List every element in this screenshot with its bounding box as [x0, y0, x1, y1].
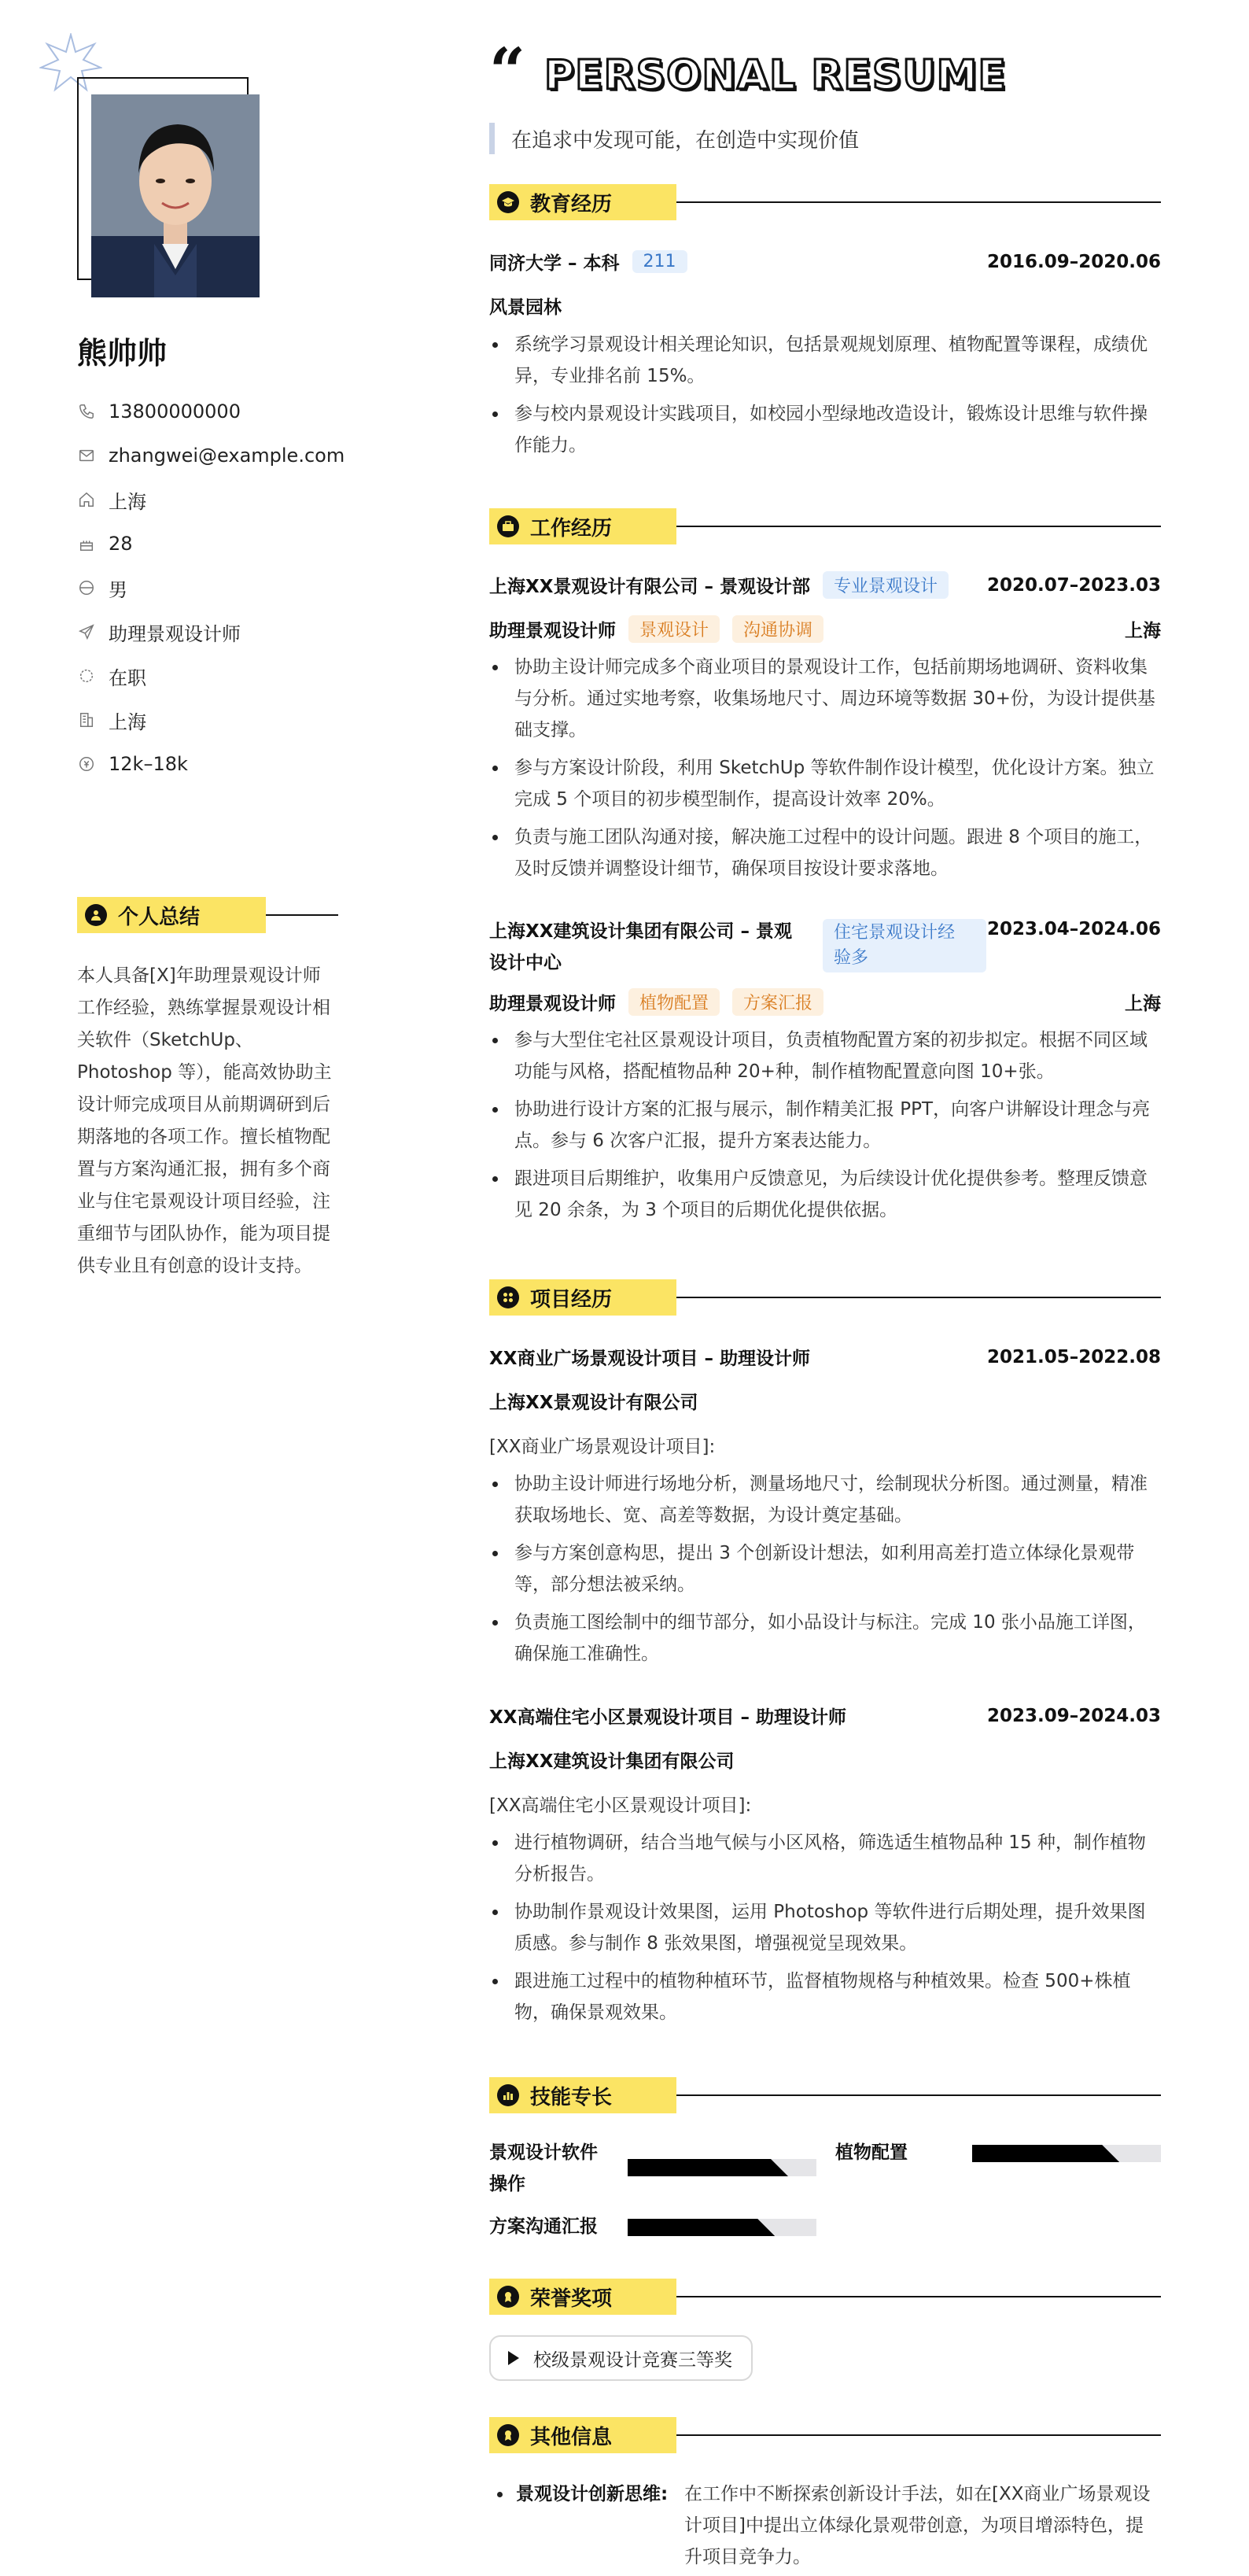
job-role-row — [489, 615, 1161, 643]
major: 风景园林 — [489, 297, 562, 318]
job-bullets — [489, 1024, 1161, 1232]
play-icon — [508, 2351, 519, 2365]
skill-bar — [628, 2219, 816, 2236]
project-bullets — [489, 1468, 1161, 1676]
section-header — [77, 897, 338, 933]
section-header — [489, 184, 1161, 220]
other-key: 景观设计创新思维: — [516, 2484, 669, 2504]
award-badge — [489, 2335, 753, 2381]
contact-text: 在职 — [109, 666, 146, 689]
contact-text: 上海 — [109, 490, 146, 513]
list-item: 协助制作景观设计效果图，运用 Photoshop 等软件进行后期处理，提升效果图质感。参与制作 8 张效果图，增强视觉呈现效果。 — [489, 1896, 1161, 1959]
other-section — [489, 2417, 1161, 2456]
other-value: 在工作中不断探索创新设计手法，如在[XX商业广场景观设计项目]中提出立体绿化景观带创意，为项目增添特色，提升项目竞争力。 — [684, 2484, 1151, 2567]
award-icon — [497, 2286, 519, 2308]
skill-name: 方案沟通汇报 — [489, 2216, 598, 2237]
project-name: XX商业广场景观设计项目 – 助理设计师 — [489, 1349, 810, 1369]
cake-icon — [77, 534, 96, 553]
list-item: 协助进行设计方案的汇报与展示，制作精美汇报 PPT，向客户讲解设计理念与亮点。参与 6 次客户汇报，提升方案表达能力。 — [489, 1094, 1161, 1157]
skill-bar-fill — [972, 2145, 1119, 2162]
company-tag: 专业景观设计 — [823, 571, 949, 599]
section-title: 荣誉奖项 — [530, 2286, 613, 2311]
list-item: 跟进施工过程中的植物种植环节，监督植物规格与种植效果。检查 500+株植物，确保景观效果。 — [489, 1965, 1161, 2028]
contact-item — [77, 566, 344, 610]
contact-text: 12k–18k — [109, 753, 188, 775]
contact-text: 助理景观设计师 — [109, 622, 241, 645]
gender-icon — [77, 578, 96, 597]
contact-item — [77, 478, 344, 522]
contact-item — [77, 610, 344, 654]
mail-icon — [77, 446, 96, 465]
list-item: 进行植物调研，结合当地气候与小区风格，筛选适生植物品种 15 种，制作植物分析报告。 — [489, 1827, 1161, 1890]
project-bullets — [489, 1827, 1161, 2035]
job-bullets — [489, 651, 1161, 891]
honors-section — [489, 2279, 1161, 2318]
skill-bar-fill — [628, 2159, 788, 2176]
phone-icon — [77, 402, 96, 421]
summary-section — [77, 897, 338, 933]
job-city: 上海 — [1125, 621, 1161, 641]
skill-bar — [972, 2145, 1161, 2162]
list-item: 系统学习景观设计相关理论知识，包括景观规划原理、植物配置等课程，成绩优异，专业排名前 15%。 — [489, 329, 1161, 392]
projects-section — [489, 1279, 1161, 2050]
list-item: 参与大型住宅社区景观设计项目，负责植物配置方案的初步拟定。根据不同区域功能与风格，搭配植物品种 20+种，制作植物配置意向图 10+张。 — [489, 1024, 1161, 1087]
section-header — [489, 2077, 1161, 2113]
list-item: 跟进项目后期维护，收集用户反馈意见，为后续设计优化提供参考。整理反馈意见 20 余条，为 3 个项目的后期优化提供依据。 — [489, 1163, 1161, 1226]
section-header — [489, 1279, 1161, 1316]
user-icon — [85, 904, 107, 926]
company-name: 上海XX景观设计有限公司 – 景观设计部 — [489, 577, 810, 597]
list-item: 协助主设计师完成多个商业项目的景观设计工作，包括前期场地调研、资料收集与分析。通过实地考察，收集场地尺寸、周边环境等数据 30+份，为设计提供基础支撑。 — [489, 651, 1161, 746]
section-header — [489, 2279, 1161, 2315]
page-title: PERSONAL RESUME — [544, 52, 1007, 99]
briefcase-icon — [497, 515, 519, 537]
building-icon — [77, 710, 96, 729]
contact-text: 13800000000 — [109, 400, 241, 423]
education-bullets — [489, 329, 1161, 467]
company-name: 上海XX建筑设计集团有限公司 – 景观 设计中心 — [489, 921, 792, 973]
avatar — [91, 94, 260, 297]
job-date: 2023.04–2024.06 — [986, 919, 1161, 939]
list-item: 协助主设计师进行场地分析，测量场地尺寸，绘制现状分析图。通过测量，精准获取场地长、宽、高差等数据，为设计奠定基础。 — [489, 1468, 1161, 1531]
school-name: 同济大学 – 本科 — [489, 253, 620, 274]
project-label: [XX商业广场景观设计项目]: — [489, 1437, 716, 1457]
education-section — [489, 184, 1161, 467]
job-role: 助理景观设计师 — [489, 621, 616, 641]
bar-chart-icon — [497, 2084, 519, 2106]
salary-icon — [77, 755, 96, 773]
section-title: 工作经历 — [530, 516, 613, 541]
list-item: 负责与施工团队沟通对接，解决施工过程中的设计问题。跟进 8 个项目的施工，及时反馈并调整设计细节，确保项目按设计要求落地。 — [489, 821, 1161, 884]
job-header — [489, 571, 1161, 599]
project-date: 2023.09–2024.03 — [986, 1705, 1161, 1726]
grid-icon — [497, 1286, 519, 1308]
award-text: 校级景观设计竞赛三等奖 — [533, 2349, 732, 2371]
contact-list — [77, 389, 344, 786]
education-date: 2016.09–2020.06 — [986, 251, 1161, 272]
contact-item — [77, 522, 344, 566]
contact-text: zhangwei@example.com — [109, 445, 345, 467]
contact-text: 上海 — [109, 710, 146, 733]
list-item: 负责施工图绘制中的细节部分，如小品设计与标注。完成 10 张小品施工详图，确保施工准确性。 — [489, 1607, 1161, 1670]
education-row — [489, 249, 1161, 275]
page-subtitle: 在追求中发现可能，在创造中实现价值 — [511, 129, 860, 153]
contact-text: 28 — [109, 533, 133, 555]
contact-item — [77, 654, 344, 698]
project-company: 上海XX景观设计有限公司 — [489, 1393, 698, 1413]
job-role: 助理景观设计师 — [489, 994, 616, 1014]
project-header — [489, 1344, 1161, 1370]
list-item: 参与校内景观设计实践项目，如校园小型绿地改造设计，锻炼设计思维与软件操作能力。 — [489, 398, 1161, 461]
award-icon — [497, 2424, 519, 2446]
graduation-cap-icon — [497, 191, 519, 213]
project-label: [XX高端住宅小区景观设计项目]: — [489, 1795, 752, 1816]
home-icon — [77, 490, 96, 509]
skill-bar-fill — [628, 2219, 775, 2236]
skill-bar — [628, 2159, 816, 2176]
work-section — [489, 508, 1161, 1248]
job-role-row — [489, 988, 1161, 1016]
skill-name: 景观设计软件 操作 — [489, 2142, 598, 2194]
project-company: 上海XX建筑设计集团有限公司 — [489, 1751, 735, 1772]
list-item: 参与方案设计阶段，利用 SketchUp 等软件制作设计模型，优化设计方案。独立完成 5 个项目的初步模型制作，提高设计效率 20%。 — [489, 752, 1161, 815]
profile-name: 熊帅帅 — [77, 336, 168, 371]
summary-text: 本人具备[X]年助理景观设计师工作经验，熟练掌握景观设计相关软件（SketchUp、Photoshop 等），能高效协助主设计师完成项目从前期调研到后期落地的各项工作。擅长植物配置与方案沟通汇报，拥有多个商业与住宅景观设计项目经验，注重细节与团队协作，能为项目提供专业且有创意的设计支持。 — [77, 965, 332, 1276]
school-tag: 211 — [632, 250, 687, 273]
contact-item — [77, 389, 344, 434]
skill-tag: 植物配置 — [628, 988, 720, 1016]
list-item: 参与方案创意构思，提出 3 个创新设计想法，如利用高差打造立体绿化景观带等，部分想法被采纳。 — [489, 1537, 1161, 1600]
send-icon — [77, 622, 96, 641]
job-date: 2020.07–2023.03 — [986, 574, 1161, 596]
project-date: 2021.05–2022.08 — [986, 1346, 1161, 1367]
skill-name: 植物配置 — [835, 2142, 908, 2163]
contact-item — [77, 434, 344, 478]
job-city: 上海 — [1125, 994, 1161, 1014]
skill-tag: 方案汇报 — [732, 988, 823, 1016]
project-header — [489, 1703, 1161, 1729]
skill-tag: 沟通协调 — [732, 615, 823, 643]
company-tag: 住宅景观设计经 验多 — [823, 919, 986, 972]
contact-item — [77, 698, 344, 742]
quote-icon: “ — [489, 34, 526, 108]
section-header — [489, 508, 1161, 544]
skill-tag: 景观设计 — [628, 615, 720, 643]
status-icon — [77, 666, 96, 685]
section-title: 个人总结 — [118, 905, 201, 929]
contact-text: 男 — [109, 578, 127, 601]
section-title: 项目经历 — [530, 1287, 613, 1312]
section-title: 其他信息 — [530, 2425, 613, 2449]
section-title: 技能专长 — [530, 2085, 613, 2109]
contact-item — [77, 742, 344, 786]
section-title: 教育经历 — [530, 192, 613, 216]
skills-section — [489, 2077, 1161, 2266]
project-name: XX高端住宅小区景观设计项目 – 助理设计师 — [489, 1707, 846, 1728]
section-header — [489, 2417, 1161, 2453]
